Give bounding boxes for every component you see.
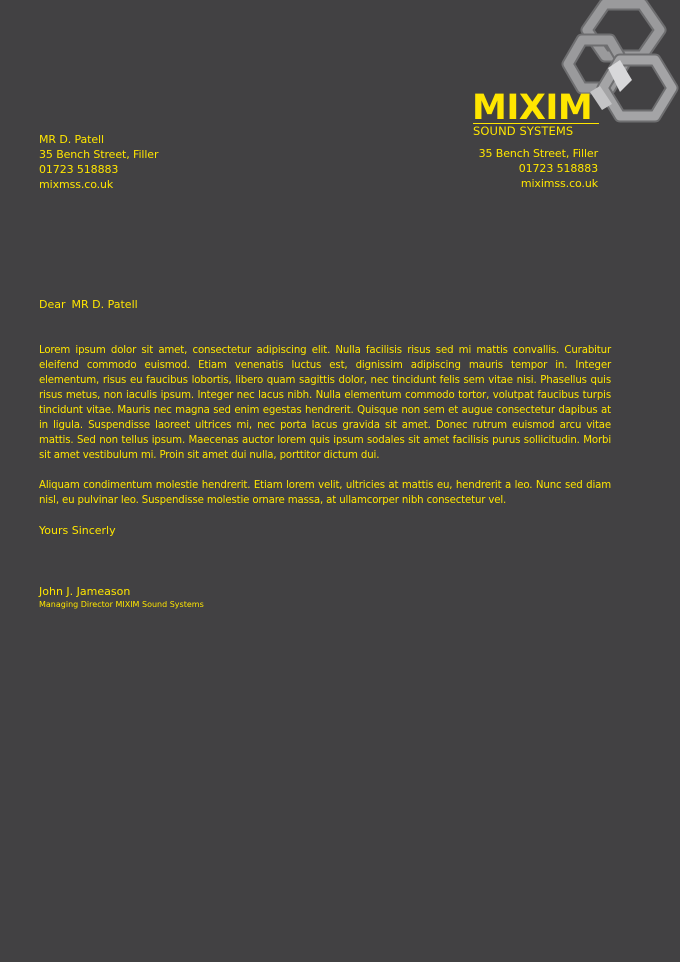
recipient-web: mixmss.co.uk bbox=[39, 178, 114, 191]
salutation bbox=[39, 298, 138, 312]
closing: Yours Sincerly bbox=[39, 524, 116, 537]
sender-street: 35 Bench Street, Filler bbox=[478, 147, 598, 160]
letter-body bbox=[39, 343, 611, 523]
greeting-word: Dear bbox=[39, 298, 66, 311]
body-paragraph-2: Aliquam condimentum molestie hendrerit. Etiam lorem velit, ultricies at mattis eu, hendrerit a leo. Nunc sed diam nisl, eu pulvinar leo. Suspendisse molestie ornare massa, at ullamcorper nibh consectetur vel. bbox=[39, 480, 611, 506]
logo-wordmark: MIXIM bbox=[472, 88, 593, 128]
sender-web: miximss.co.uk bbox=[520, 177, 598, 190]
recipient-address bbox=[39, 132, 158, 192]
sender-phone: 01723 518883 bbox=[518, 162, 598, 175]
signer-title: Managing Director MIXIM Sound Systems bbox=[39, 600, 204, 609]
logo-subtitle: SOUND SYSTEMS bbox=[473, 123, 599, 138]
recipient-street: 35 Bench Street, Filler bbox=[39, 148, 159, 161]
recipient-name: MR D. Patell bbox=[39, 133, 104, 146]
greeting-name: MR D. Patell bbox=[71, 298, 138, 311]
recipient-phone: 01723 518883 bbox=[39, 163, 119, 176]
sender-address bbox=[479, 146, 598, 191]
signer-name: John J. Jameason bbox=[39, 585, 131, 598]
body-paragraph-1: Lorem ipsum dolor sit amet, consectetur adipiscing elit. Nulla facilisis risus sed mi mattis convallis. Curabitur eleifend commodo euismod. Etiam venenatis luctus est, dignissim adipiscing mauris tempor in. Integer elementum, risus eu faucibus lobortis, libero quam sagittis dolor, nec tincidunt felis sem vitae nisi. Phasellus quis risus metus, non iaculis ipsum. Integer nec lacus nibh. Nulla elementum commodo tortor, volutpat faucibus turpis tincidunt vitae. Mauris nec magna sed enim egestas hendrerit. Quisque non sem et augue consectetur dapibus at in ligula. Suspendisse laoreet ultrices mi, nec porta lacus gravida sit amet. Donec rutrum euismod arcu vitae mattis. Sed non tellus ipsum. Maecenas auctor lorem quis ipsum sodales sit amet facilisis purus sollicitudin. Morbi sit amet vestibulum mi. Proin sit amet dui nulla, porttitor dictum dui. bbox=[39, 345, 611, 461]
